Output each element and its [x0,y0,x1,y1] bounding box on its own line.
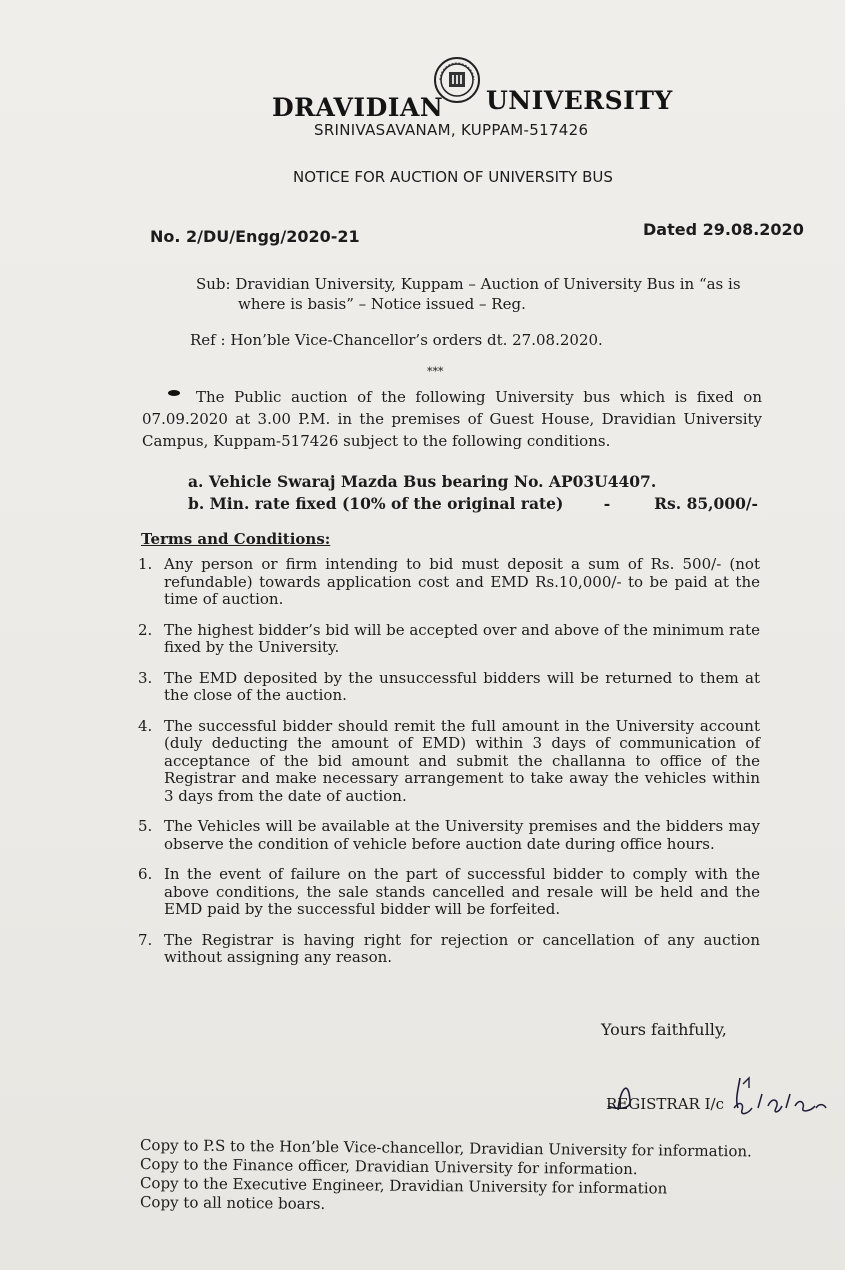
separator-stars: *** [427,365,444,378]
term-item: 6. In the event of failure on the part of successful bidder to comply with the above conditions, the sale stands cancelled and resale will be held and the EMD paid by the successful bidder will be forfeited. [138,865,760,918]
university-name-left: DRAVIDIAN [272,93,444,122]
registrar-designation: REGISTRAR I/c [606,1095,725,1113]
copy-line: Copy to P.S to the Hon’ble Vice-chancellor, Dravidian University for information. [139,1136,752,1161]
terms-list [138,556,760,980]
term-text: The highest bidder’s bid will be accepted over and above of the minimum rate fixed by the University. [164,620,760,656]
university-seal-icon [432,56,482,104]
copy-line: Copy to all notice boars. [139,1193,326,1213]
copy-to-list [140,1136,780,1212]
term-text: The successful bidder should remit the full amount in the University account (duly deducting the amount of EMD) within 3 days of communication of acceptance of the bid amount and submit the challanna to office of the Registrar and make necessary arrangement to take away the vehicles within 3 days from the date of auction. [164,716,760,805]
university-address: SRINIVASAVANAM, KUPPAM-517426 [314,121,589,139]
reference-number: No. 2/DU/Engg/2020-21 [150,227,360,246]
term-item: 4. The successful bidder should remit the full amount in the University account (duly deducting the amount of EMD) within 3 days of communication of acceptance of the bid amount and submit the challanna to office of the Registrar and make necessary arrangement to take away the vehicles within 3 days from the date of auction. [138,716,760,805]
term-text: In the event of failure on the part of successful bidder to comply with the above conditions, the sale stands cancelled and resale will be held and the EMD paid by the successful bidder will be forfeited. [164,865,760,918]
term-text: The Registrar is having right for rejection or cancellation of any auction without assigning any reason. [164,930,760,966]
intro-paragraph [142,386,762,452]
subject-line-1: Sub: Dravidian University, Kuppam – Auction of University Bus in “as is [196,275,741,293]
auction-items [188,471,758,515]
notice-date: Dated 29.08.2020 [643,220,804,239]
term-item: 1. Any person or firm intending to bid must deposit a sum of Rs. 500/- (not refundable) towards application cost and EMD Rs.10,000/- to be paid at the time of auction. [138,555,760,608]
term-text: The Vehicles will be available at the University premises and the bidders may observe the condition of vehicle before auction date during office hours. [164,817,760,853]
intro-text: The Public auction of the following University bus which is fixed on 07.09.2020 at 3.00 P.M. in the premises of Guest House, Dravidian University Campus, Kuppam-517426 subject to the following conditions. [142,388,762,450]
subject-block [196,274,762,314]
notice-title: NOTICE FOR AUCTION OF UNIVERSITY BUS [293,168,613,186]
term-text: The EMD deposited by the unsuccessful bidders will be returned to them at the close of the auction. [164,668,760,704]
item-b-value: Rs. 85,000/- [654,494,758,513]
item-b-label: b. Min. rate fixed (10% of the original rate) [188,494,564,513]
item-b [188,493,758,515]
copy-line: Copy to the Finance officer, Dravidian University for information. [139,1155,638,1179]
closing-salutation: Yours faithfully, [601,1020,727,1039]
term-item: 2. The highest bidder’s bid will be accepted over and above of the minimum rate fixed by the University. [138,620,760,656]
term-text: Any person or firm intending to bid must deposit a sum of Rs. 500/- (not refundable) towards application cost and EMD Rs.10,000/- to be paid at the time of auction. [164,555,760,608]
terms-heading: Terms and Conditions: [141,530,331,548]
item-b-dash: - [603,494,611,513]
term-item: 7. The Registrar is having right for rejection or cancellation of any auction without assigning any reason. [138,930,760,966]
term-item: 5. The Vehicles will be available at the University premises and the bidders may observe the condition of vehicle before auction date during office hours. [138,817,760,853]
term-item: 3. The EMD deposited by the unsuccessful bidders will be returned to them at the close of the auction. [138,668,760,704]
item-a: a. Vehicle Swaraj Mazda Bus bearing No. AP03U4407. [188,472,657,491]
copy-line: Copy to the Executive Engineer, Dravidian University for information [139,1174,668,1198]
university-name-right: UNIVERSITY [486,86,673,115]
reference-line: Ref : Hon’ble Vice-Chancellor’s orders dt. 27.08.2020. [190,331,603,349]
subject-line-2: where is basis” – Notice issued – Reg. [238,295,526,313]
